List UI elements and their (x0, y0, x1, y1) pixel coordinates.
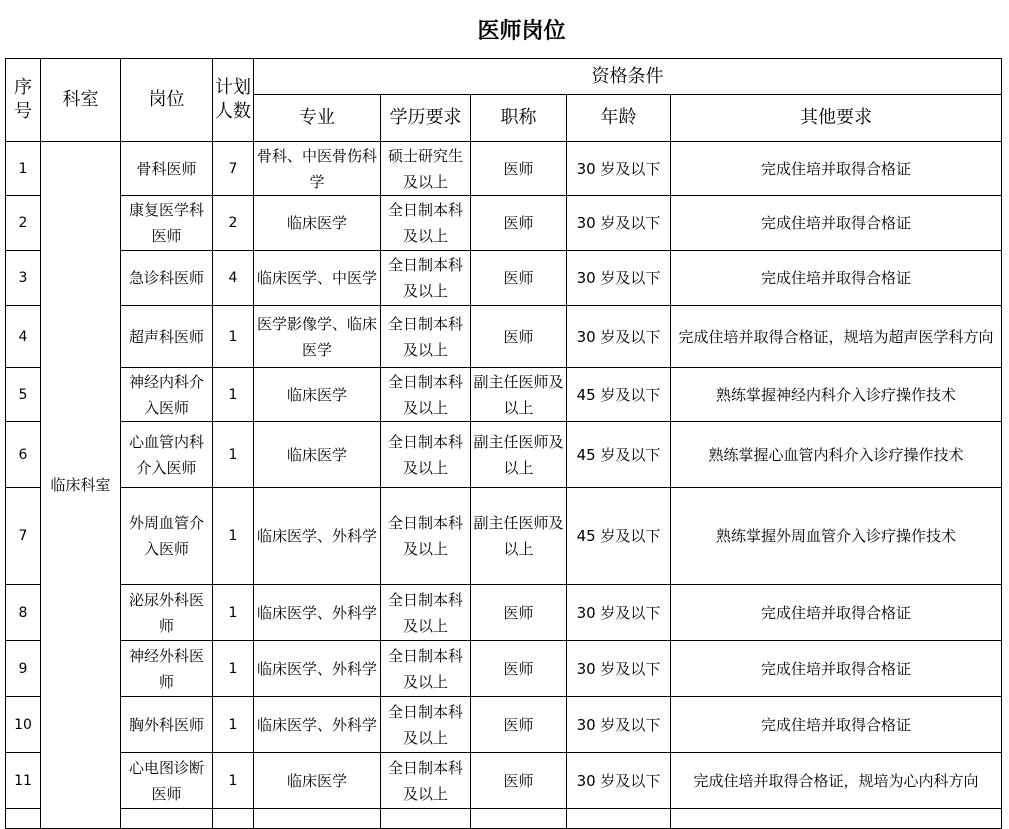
department-cell: 临床科室 (41, 142, 121, 829)
major-cell: 临床医学 (254, 196, 381, 251)
row-index: 5 (6, 368, 41, 422)
age-cell: 30 岁及以下 (567, 251, 671, 306)
education-cell: 全日制本科及以上 (381, 368, 471, 422)
education-cell: 全日制本科及以上 (381, 422, 471, 488)
header-title: 职称 (471, 95, 567, 142)
header-position: 岗位 (121, 59, 213, 142)
title-cell: 副主任医师及以上 (471, 488, 567, 585)
row-index: 9 (6, 641, 41, 697)
header-qualifications: 资格条件 (254, 59, 1002, 95)
other-requirements-cell: 完成住培并取得合格证 (671, 697, 1002, 753)
other-requirements-cell: 熟练掌握心血管内科介入诊疗操作技术 (671, 422, 1002, 488)
other-requirements-cell: 完成住培并取得合格证，规培为超声医学科方向 (671, 306, 1002, 368)
planned-count: 1 (213, 306, 254, 368)
age-cell: 30 岁及以下 (567, 753, 671, 809)
education-cell: 全日制本科及以上 (381, 196, 471, 251)
age-cell: 30 岁及以下 (567, 142, 671, 196)
table-row (6, 488, 1002, 585)
other-requirements-cell: 完成住培并取得合格证 (671, 641, 1002, 697)
position-cell: 神经内科介入医师 (121, 368, 213, 422)
page-title: 医师岗位 (477, 19, 566, 44)
position-cell: 泌尿外科医师 (121, 585, 213, 641)
age-cell: 45 岁及以下 (567, 422, 671, 488)
other-requirements-cell: 完成住培并取得合格证，规培为心内科方向 (671, 753, 1002, 809)
title-cell: 副主任医师及以上 (471, 422, 567, 488)
education-cell: 全日制本科及以上 (381, 697, 471, 753)
title-cell: 医师 (471, 251, 567, 306)
row-index: 6 (6, 422, 41, 488)
age-cell: 30 岁及以下 (567, 196, 671, 251)
age-cell: 30 岁及以下 (567, 585, 671, 641)
age-cell: 30 岁及以下 (567, 641, 671, 697)
title-cell: 医师 (471, 753, 567, 809)
major-cell: 医学影像学、临床医学 (254, 306, 381, 368)
table-row (6, 422, 1002, 488)
planned-count: 4 (213, 251, 254, 306)
row-index: 2 (6, 196, 41, 251)
education-cell: 全日制本科及以上 (381, 251, 471, 306)
row-index: 8 (6, 585, 41, 641)
planned-count: 7 (213, 142, 254, 196)
table-row (6, 196, 1002, 251)
age-cell: 30 岁及以下 (567, 306, 671, 368)
position-cell: 超声科医师 (121, 306, 213, 368)
education-cell: 全日制本科及以上 (381, 306, 471, 368)
row-index: 4 (6, 306, 41, 368)
position-cell: 胸外科医师 (121, 697, 213, 753)
position-cell: 急诊科医师 (121, 251, 213, 306)
title-cell: 医师 (471, 697, 567, 753)
header-major: 专业 (254, 95, 381, 142)
planned-count: 1 (213, 368, 254, 422)
major-cell: 临床医学、外科学 (254, 641, 381, 697)
table-row (6, 306, 1002, 368)
other-requirements-cell: 完成住培并取得合格证 (671, 196, 1002, 251)
empty-cell (254, 809, 381, 829)
title-cell: 医师 (471, 196, 567, 251)
row-index: 7 (6, 488, 41, 585)
other-requirements-cell: 熟练掌握外周血管介入诊疗操作技术 (671, 488, 1002, 585)
major-cell: 临床医学 (254, 422, 381, 488)
position-cell: 骨科医师 (121, 142, 213, 196)
empty-cell (671, 809, 1002, 829)
other-requirements-cell: 熟练掌握神经内科介入诊疗操作技术 (671, 368, 1002, 422)
age-cell: 45 岁及以下 (567, 368, 671, 422)
planned-count: 1 (213, 753, 254, 809)
empty-cell (6, 809, 41, 829)
age-cell: 45 岁及以下 (567, 488, 671, 585)
planned-count: 1 (213, 488, 254, 585)
empty-cell (471, 809, 567, 829)
education-cell: 硕士研究生及以上 (381, 142, 471, 196)
education-cell: 全日制本科及以上 (381, 641, 471, 697)
header-age: 年龄 (567, 95, 671, 142)
table-row (6, 585, 1002, 641)
education-cell: 全日制本科及以上 (381, 585, 471, 641)
title-cell: 副主任医师及以上 (471, 368, 567, 422)
planned-count: 1 (213, 641, 254, 697)
major-cell: 临床医学、中医学 (254, 251, 381, 306)
other-requirements-cell: 完成住培并取得合格证 (671, 251, 1002, 306)
row-index: 1 (6, 142, 41, 196)
other-requirements-cell: 完成住培并取得合格证 (671, 142, 1002, 196)
title-cell: 医师 (471, 142, 567, 196)
table-row (6, 753, 1002, 809)
positions-table (5, 58, 1002, 829)
header-index: 序号 (6, 59, 41, 142)
major-cell: 临床医学、外科学 (254, 488, 381, 585)
row-index: 10 (6, 697, 41, 753)
other-requirements-cell: 完成住培并取得合格证 (671, 585, 1002, 641)
row-index: 11 (6, 753, 41, 809)
header-planned: 计划人数 (213, 59, 254, 142)
table-row (6, 809, 1002, 829)
position-cell: 心电图诊断医师 (121, 753, 213, 809)
table-row (6, 368, 1002, 422)
major-cell: 临床医学 (254, 753, 381, 809)
major-cell: 骨科、中医骨伤科学 (254, 142, 381, 196)
table-row (6, 697, 1002, 753)
empty-cell (381, 809, 471, 829)
position-cell: 心血管内科介入医师 (121, 422, 213, 488)
title-cell: 医师 (471, 641, 567, 697)
table-row (6, 641, 1002, 697)
education-cell: 全日制本科及以上 (381, 488, 471, 585)
title-cell: 医师 (471, 585, 567, 641)
empty-cell (213, 809, 254, 829)
empty-cell (121, 809, 213, 829)
row-index: 3 (6, 251, 41, 306)
position-cell: 神经外科医师 (121, 641, 213, 697)
planned-count: 1 (213, 697, 254, 753)
title-cell: 医师 (471, 306, 567, 368)
major-cell: 临床医学、外科学 (254, 585, 381, 641)
planned-count: 1 (213, 422, 254, 488)
empty-cell (567, 809, 671, 829)
table-row (6, 142, 1002, 196)
age-cell: 30 岁及以下 (567, 697, 671, 753)
table-row (6, 251, 1002, 306)
planned-count: 1 (213, 585, 254, 641)
planned-count: 2 (213, 196, 254, 251)
major-cell: 临床医学 (254, 368, 381, 422)
header-education: 学历要求 (381, 95, 471, 142)
education-cell: 全日制本科及以上 (381, 753, 471, 809)
header-other: 其他要求 (671, 95, 1002, 142)
position-cell: 康复医学科医师 (121, 196, 213, 251)
position-cell: 外周血管介入医师 (121, 488, 213, 585)
major-cell: 临床医学、外科学 (254, 697, 381, 753)
header-department: 科室 (41, 59, 121, 142)
